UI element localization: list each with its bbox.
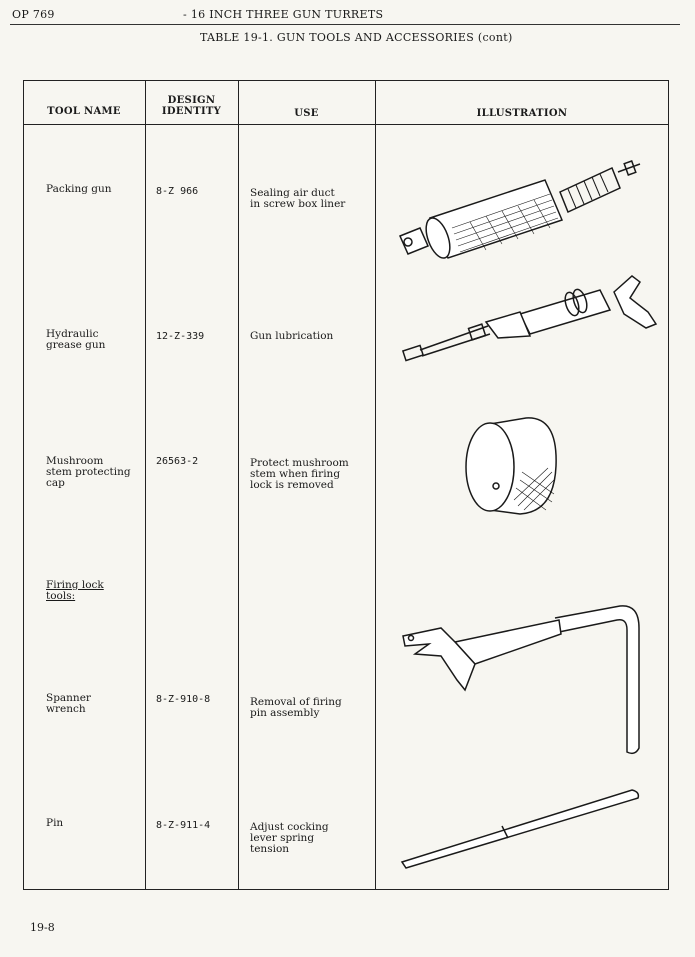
column-header-design-identity: DESIGN IDENTITY <box>161 95 222 117</box>
table-row-design-identity: 26563-2 <box>156 456 199 467</box>
document-id: OP 769 <box>12 8 55 21</box>
table-row-tool-name: Firing lock tools: <box>46 579 104 602</box>
column-header-illustration: ILLUSTRATION <box>476 108 568 119</box>
column-header-use: USE <box>294 108 319 119</box>
page-number: 19-8 <box>30 921 55 934</box>
packing-gun-illustration <box>390 150 650 270</box>
table-row-tool-name: Mushroom stem protecting cap <box>46 455 131 489</box>
table-row-design-identity: 8-Z-911-4 <box>156 820 211 831</box>
table-row-use: Protect mushroom stem when firing lock is removed <box>250 457 349 491</box>
header-row-divider <box>23 124 669 125</box>
table-row-use: Gun lubrication <box>250 330 334 342</box>
table-row-tool-name: Packing gun <box>46 183 112 195</box>
spanner-wrench-illustration <box>395 598 650 763</box>
table-row-use: Sealing air duct in screw box liner <box>250 187 346 210</box>
column-divider-1 <box>145 80 146 890</box>
document-title: - 16 INCH THREE GUN TURRETS <box>183 8 384 21</box>
grease-gun-illustration <box>400 268 662 368</box>
table-row-use: Adjust cocking lever spring tension <box>250 821 329 855</box>
pin-illustration <box>398 786 643 870</box>
table-caption: TABLE 19-1. GUN TOOLS AND ACCESSORIES (cont) <box>200 31 513 44</box>
table-row-tool-name: Spanner wrench <box>46 692 91 715</box>
table-row-use: Removal of firing pin assembly <box>250 696 342 719</box>
table-row-tool-name: Hydraulic grease gun <box>46 328 106 351</box>
table-row-design-identity: 12-Z-339 <box>156 331 205 342</box>
header-rule <box>10 24 680 25</box>
column-divider-3 <box>375 80 376 890</box>
table-row-design-identity: 8-Z 966 <box>156 186 199 197</box>
table-row-tool-name: Pin <box>46 817 64 829</box>
table-row-design-identity: 8-Z-910-8 <box>156 694 211 705</box>
column-header-tool-name: TOOL NAME <box>47 106 121 117</box>
mushroom-cap-illustration <box>460 410 570 520</box>
column-divider-2 <box>238 80 239 890</box>
